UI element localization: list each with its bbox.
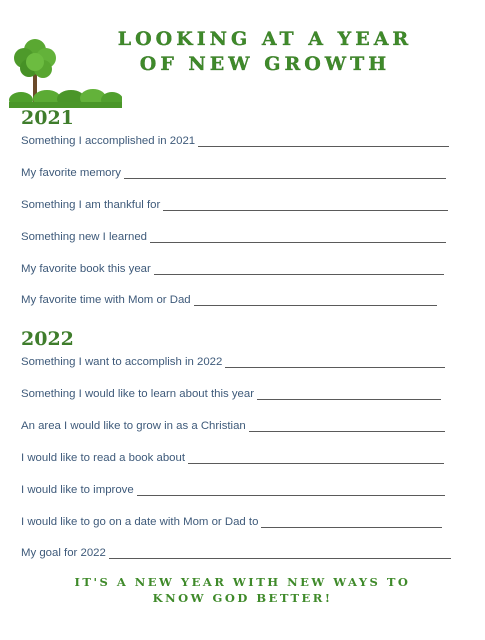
prompt-label: Something new I learned [21, 231, 148, 243]
prompt-label: My favorite memory [21, 167, 122, 179]
prompt-row [21, 384, 441, 400]
answer-line[interactable] [188, 452, 444, 464]
prompt-label: Something I would like to learn about this year [21, 388, 255, 400]
prompt-row [21, 163, 446, 179]
prompt-row [21, 227, 446, 243]
answer-line[interactable] [198, 135, 449, 147]
prompt-row [21, 543, 451, 559]
answer-line[interactable] [261, 516, 442, 528]
prompt-label: My favorite time with Mom or Dad [21, 294, 191, 306]
answer-line[interactable] [109, 547, 451, 559]
page-title-line-2: OF NEW GROWTH [139, 53, 391, 75]
page-title-line-1: LOOKING AT A YEAR [117, 28, 413, 50]
prompt-label: I would like to read a book about [21, 452, 186, 464]
prompt-row [21, 259, 444, 275]
answer-line[interactable] [124, 167, 446, 179]
prompt-row [21, 195, 448, 211]
prompt-label: Something I am thankful for [21, 199, 161, 211]
answer-line[interactable] [194, 294, 437, 306]
prompt-label: I would like to improve [21, 484, 134, 496]
footer-message-line-1: IT'S A NEW YEAR WITH NEW WAYS TO [74, 575, 411, 589]
prompt-row [21, 480, 445, 496]
prompt-label: An area I would like to grow in as a Christian [21, 420, 246, 432]
prompt-row [21, 290, 437, 306]
prompt-row [21, 131, 449, 147]
answer-line[interactable] [249, 420, 445, 432]
prompt-row [21, 512, 442, 528]
prompt-label: My favorite book this year [21, 263, 151, 275]
prompt-label: Something I want to accomplish in 2022 [21, 356, 223, 368]
answer-line[interactable] [154, 263, 444, 275]
answer-line[interactable] [225, 356, 445, 368]
prompt-label: Something I accomplished in 2021 [21, 135, 196, 147]
section-heading-2022: 2022 [21, 328, 74, 350]
prompt-row [21, 448, 444, 464]
prompt-row [21, 352, 445, 368]
prompt-label: I would like to go on a date with Mom or Dad to [21, 516, 259, 528]
answer-line[interactable] [150, 231, 446, 243]
section-heading-2021: 2021 [21, 107, 74, 129]
prompt-label: My goal for 2022 [21, 547, 106, 559]
answer-line[interactable] [163, 199, 448, 211]
footer-message-line-2: KNOW GOD BETTER! [152, 591, 333, 605]
prompt-row [21, 416, 445, 432]
answer-line[interactable] [257, 388, 441, 400]
answer-line[interactable] [137, 484, 445, 496]
